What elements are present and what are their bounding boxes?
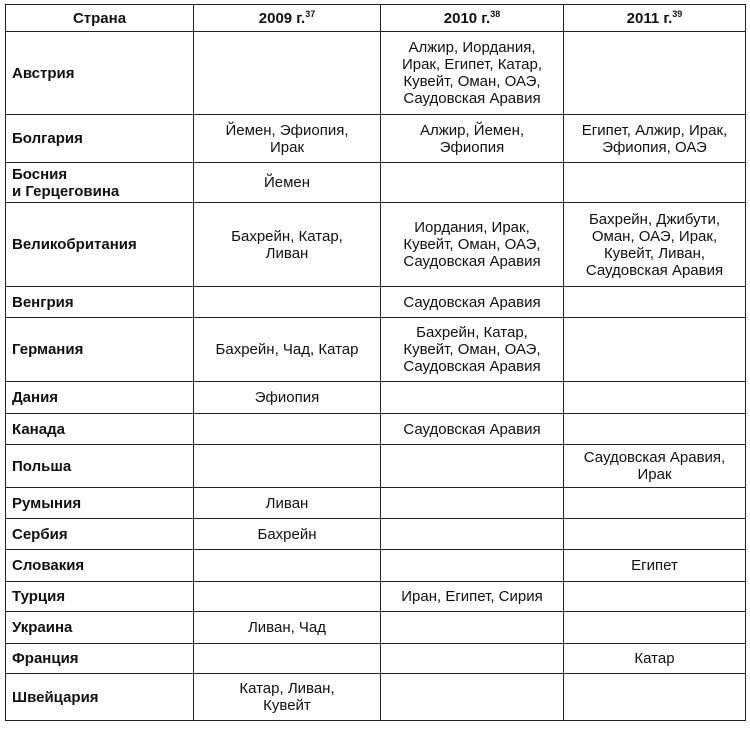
- destination-line: Саудовская Аравия: [403, 293, 541, 311]
- country-cell: [6, 644, 194, 674]
- country-name-line: Словакия: [12, 557, 85, 574]
- country-cell: [6, 287, 194, 318]
- cell-2009: [194, 163, 381, 203]
- footnote-ref: 39: [672, 8, 683, 19]
- destination-line: Катар: [634, 650, 675, 667]
- country-name-line: Швейцария: [12, 688, 99, 706]
- table-header: [6, 5, 746, 32]
- table-row: [6, 414, 746, 445]
- country-cell: [6, 582, 194, 612]
- cell-2010: [381, 644, 564, 674]
- country-cell: [6, 32, 194, 115]
- year-label: 2009 г.: [258, 9, 306, 27]
- destination-line: Саудовская Аравия: [403, 90, 541, 107]
- table-row: [6, 550, 746, 582]
- cell-2010: [381, 519, 564, 550]
- table-row: [6, 163, 746, 203]
- cell-2009: [194, 519, 381, 550]
- destination-line: Кувейт, Оман, ОАЭ,: [403, 73, 541, 90]
- country-name-line: Босния: [12, 165, 68, 183]
- country-name-line: Украина: [12, 619, 73, 636]
- destination-line: Эфиопия: [439, 138, 505, 156]
- cell-2011: [564, 582, 746, 612]
- country-cell: [6, 674, 194, 721]
- cell-2010: [381, 414, 564, 445]
- country-cell: [6, 612, 194, 644]
- cell-2009: [194, 115, 381, 163]
- country-cell: [6, 550, 194, 582]
- cell-2011: [564, 519, 746, 550]
- country-name-line: Великобритания: [12, 236, 137, 253]
- destination-line: Иордания, Ирак,: [414, 219, 530, 236]
- cell-2009: [194, 287, 381, 318]
- cell-2009: [194, 382, 381, 414]
- cell-2010: [381, 550, 564, 582]
- table-row: [6, 445, 746, 488]
- cell-2011: [564, 445, 746, 488]
- year-label: 2011 г.: [626, 9, 673, 27]
- destination-line: Оман, ОАЭ, Ирак,: [591, 227, 718, 245]
- country-name-line: Германия: [12, 341, 84, 358]
- export-destinations-table: [5, 4, 746, 721]
- cell-2010: [381, 203, 564, 287]
- table-row: [6, 582, 746, 612]
- cell-2010: [381, 163, 564, 203]
- cell-2009: [194, 445, 381, 488]
- cell-2011: [564, 318, 746, 382]
- country-cell: [6, 519, 194, 550]
- cell-2010: [381, 115, 564, 163]
- cell-2010: [381, 612, 564, 644]
- country-cell: [6, 115, 194, 163]
- destination-line: Йемен: [263, 174, 311, 191]
- cell-2011: [564, 414, 746, 445]
- cell-2009: [194, 582, 381, 612]
- header-row: [6, 5, 746, 32]
- country-name-line: и Герцеговина: [12, 182, 120, 200]
- country-cell: [6, 318, 194, 382]
- country-name-line: Дания: [12, 389, 59, 406]
- destination-line: Ливан: [265, 244, 309, 262]
- cell-2011: [564, 203, 746, 287]
- destination-line: Ливан: [265, 494, 309, 512]
- destination-line: Бахрейн, Джибути,: [588, 210, 721, 228]
- country-name-line: Румыния: [12, 494, 82, 512]
- destination-line: Ирак, Египет, Катар,: [401, 56, 543, 73]
- destination-line: Алжир, Йемен,: [419, 121, 525, 139]
- table-row: [6, 32, 746, 115]
- cell-2011: [564, 382, 746, 414]
- country-name-line: Турция: [12, 588, 66, 605]
- cell-2010: [381, 382, 564, 414]
- country-cell: [6, 382, 194, 414]
- destination-line: Саудовская Аравия,: [583, 449, 726, 466]
- cell-2010: [381, 287, 564, 318]
- destination-line: Эфиопия: [254, 389, 320, 406]
- destination-line: Йемен, Эфиопия,: [225, 121, 349, 139]
- destination-line: Кувейт, Ливан,: [603, 244, 706, 262]
- cell-2011: [564, 32, 746, 115]
- cell-2009: [194, 414, 381, 445]
- table-row: [6, 644, 746, 674]
- destination-line: Бахрейн: [257, 525, 317, 543]
- destination-line: Саудовская Аравия: [403, 358, 541, 375]
- destination-line: Ирак: [269, 138, 305, 156]
- cell-2011: [564, 287, 746, 318]
- destination-line: Бахрейн, Катар,: [231, 227, 343, 245]
- destination-line: Кувейт, Оман, ОАЭ,: [403, 236, 541, 253]
- cell-2010: [381, 318, 564, 382]
- destination-line: Кувейт: [263, 697, 311, 714]
- cell-2010: [381, 32, 564, 115]
- destination-line: Бахрейн, Чад, Катар: [215, 341, 359, 358]
- country-name-line: Польша: [12, 457, 72, 475]
- cell-2011: [564, 115, 746, 163]
- year-label: 2010 г.: [443, 9, 491, 27]
- header-country: Страна: [6, 5, 194, 32]
- destination-line: Ливан, Чад: [247, 619, 327, 636]
- cell-2011: [564, 674, 746, 721]
- cell-2010: [381, 582, 564, 612]
- footnote-ref: 38: [490, 8, 501, 19]
- table-row: [6, 287, 746, 318]
- country-name-line: Канада: [12, 420, 65, 438]
- table-row: [6, 488, 746, 519]
- country-name-line: Франция: [12, 650, 79, 667]
- cell-2011: [564, 550, 746, 582]
- table-row: [6, 674, 746, 721]
- cell-2010: [381, 674, 564, 721]
- table-row: [6, 115, 746, 163]
- destination-line: Иран, Египет, Сирия: [401, 588, 543, 605]
- destination-line: Саудовская Аравия: [403, 253, 541, 270]
- destination-line: Эфиопия, ОАЭ: [602, 138, 707, 156]
- cell-2009: [194, 674, 381, 721]
- footnote-ref: 37: [305, 8, 316, 19]
- header-year-2011: [564, 5, 746, 32]
- table-row: [6, 519, 746, 550]
- destination-line: Алжир, Иордания,: [408, 39, 536, 56]
- cell-2009: [194, 612, 381, 644]
- country-cell: [6, 445, 194, 488]
- table-body: [6, 32, 746, 721]
- cell-2009: [194, 488, 381, 519]
- header-year-2010: [381, 5, 564, 32]
- cell-2010: [381, 445, 564, 488]
- destination-line: Саудовская Аравия: [403, 420, 541, 438]
- destination-line: Египет: [631, 557, 678, 574]
- table-row: [6, 612, 746, 644]
- country-cell: [6, 163, 194, 203]
- destination-line: Катар, Ливан,: [239, 680, 335, 697]
- header-year-2009: [194, 5, 381, 32]
- country-cell: [6, 203, 194, 287]
- country-name-line: Болгария: [12, 130, 83, 147]
- country-cell: [6, 414, 194, 445]
- cell-2009: [194, 203, 381, 287]
- destination-line: Египет, Алжир, Ирак,: [581, 121, 728, 139]
- cell-2011: [564, 163, 746, 203]
- cell-2009: [194, 32, 381, 115]
- destination-line: Бахрейн, Катар,: [416, 324, 528, 341]
- cell-2011: [564, 612, 746, 644]
- cell-2009: [194, 318, 381, 382]
- cell-2009: [194, 550, 381, 582]
- table-row: [6, 382, 746, 414]
- country-name-line: Австрия: [12, 64, 75, 82]
- table-row: [6, 318, 746, 382]
- destination-line: Ирак: [637, 466, 672, 483]
- country-name-line: Сербия: [12, 525, 68, 543]
- cell-2009: [194, 644, 381, 674]
- cell-2011: [564, 644, 746, 674]
- destination-line: Кувейт, Оман, ОАЭ,: [403, 341, 541, 358]
- table-row: [6, 203, 746, 287]
- country-name-line: Венгрия: [12, 293, 74, 311]
- destination-line: Саудовская Аравия: [585, 261, 724, 279]
- cell-2011: [564, 488, 746, 519]
- country-cell: [6, 488, 194, 519]
- cell-2010: [381, 488, 564, 519]
